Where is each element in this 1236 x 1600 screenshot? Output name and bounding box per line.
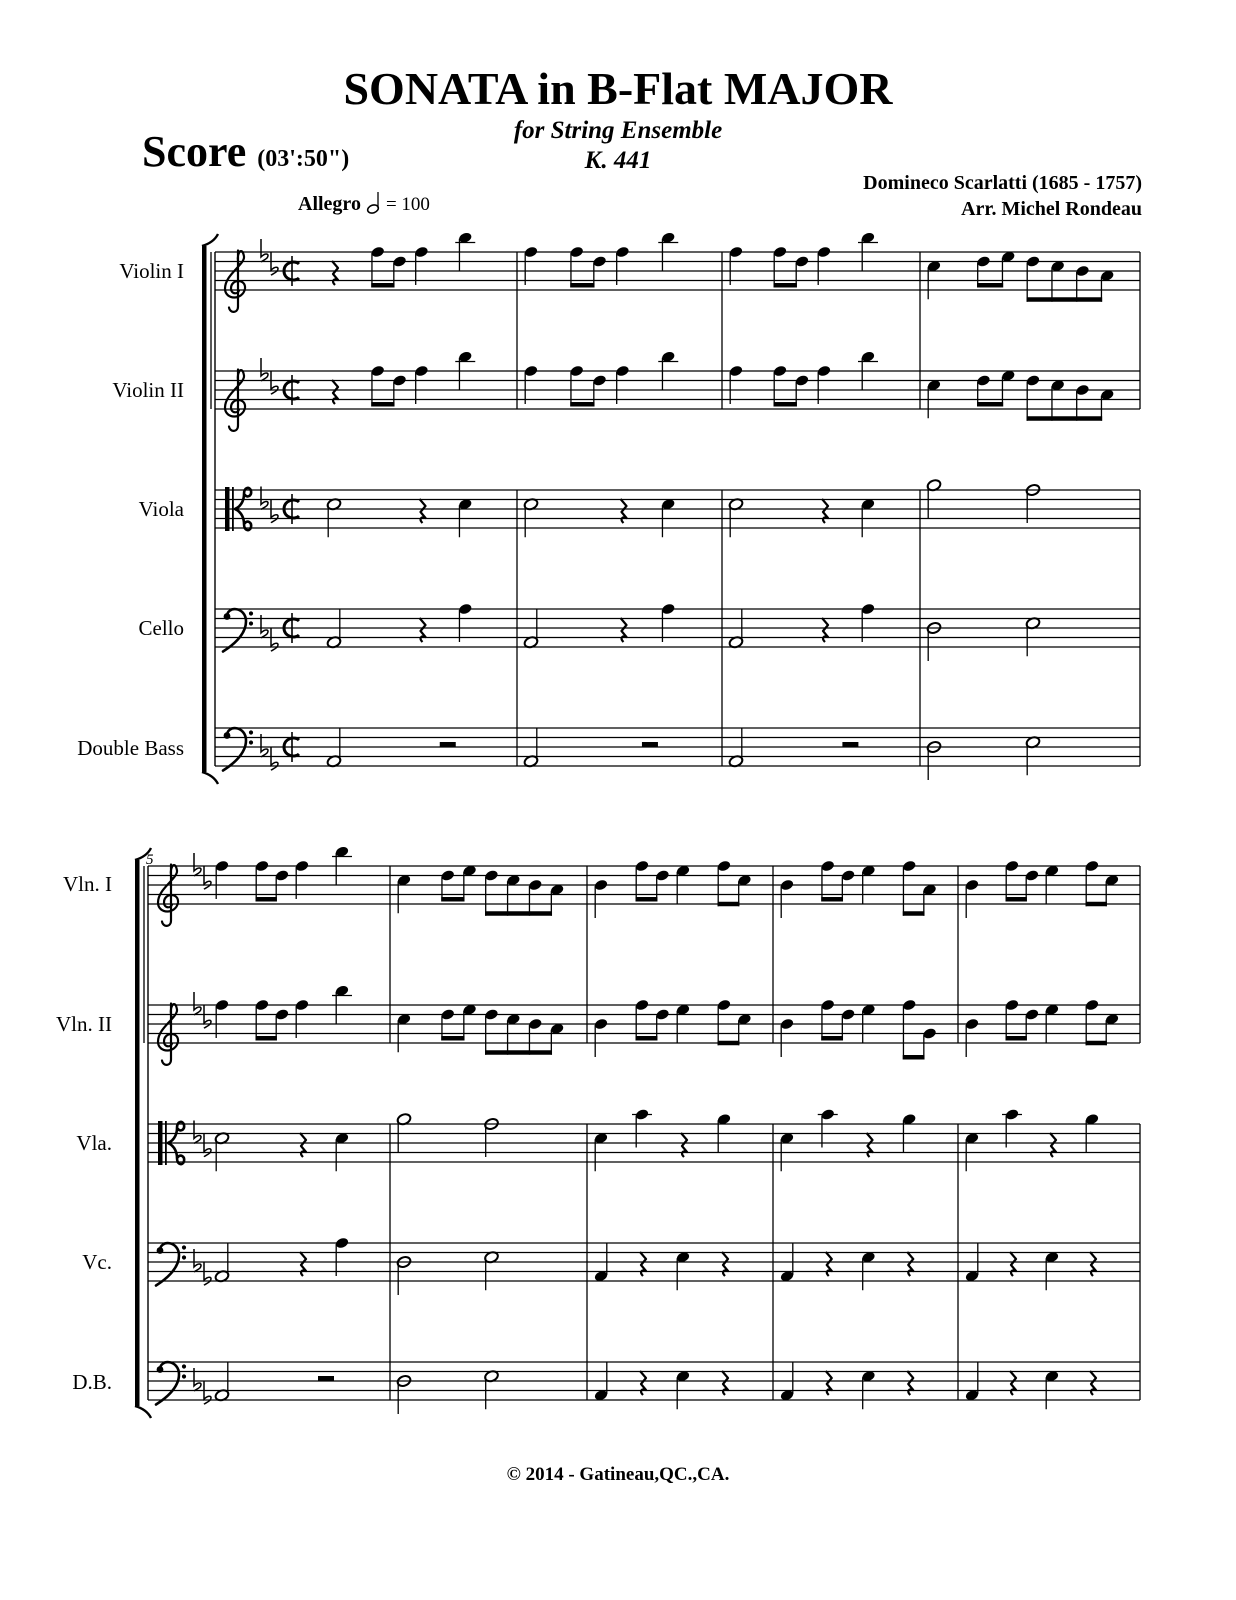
quarter-rest xyxy=(1050,1133,1056,1157)
half-rest xyxy=(842,742,858,747)
subtitle: for String Ensemble xyxy=(513,117,723,144)
bass-clef-icon xyxy=(156,1362,186,1404)
beam xyxy=(256,1036,277,1041)
bracket-hook xyxy=(202,234,218,246)
composer: Domineco Scarlatti (1685 - 1757) xyxy=(863,172,1142,194)
copyright: © 2014 - Gatineau,QC.,CA. xyxy=(506,1464,730,1485)
half-rest xyxy=(642,742,658,747)
beam xyxy=(977,402,1003,407)
flat-icon xyxy=(204,866,211,889)
instrument-name: Cello xyxy=(138,616,184,640)
flat-icon xyxy=(261,358,268,381)
beam xyxy=(977,283,1003,288)
quarter-rest xyxy=(332,261,338,285)
duration: (03':50") xyxy=(257,146,350,172)
beam xyxy=(570,283,594,288)
beam xyxy=(718,1041,740,1046)
beam xyxy=(821,897,843,902)
flat-icon xyxy=(271,500,278,523)
bass-clef-icon xyxy=(223,728,253,770)
half-rest xyxy=(318,1376,334,1381)
beam xyxy=(371,402,394,407)
beam xyxy=(1027,297,1103,302)
quarter-rest xyxy=(621,499,627,523)
quarter-rest xyxy=(1090,1252,1096,1276)
instrument-name: Vln. I xyxy=(63,872,112,896)
flat-icon xyxy=(271,628,278,651)
instrument-name: Vc. xyxy=(82,1250,112,1274)
beam xyxy=(371,283,394,288)
quarter-rest xyxy=(826,1371,832,1395)
beam xyxy=(570,402,594,407)
beam xyxy=(903,911,925,916)
flat-icon xyxy=(194,853,201,876)
instrument-name: Violin I xyxy=(119,259,184,283)
beam xyxy=(774,402,797,407)
beam xyxy=(441,1036,464,1041)
tempo-value: = 100 xyxy=(385,194,430,215)
score-word: Score xyxy=(142,127,247,176)
beam xyxy=(903,1055,925,1060)
treble-clef-icon xyxy=(225,251,245,312)
beam xyxy=(821,1036,843,1041)
quarter-rest xyxy=(681,1133,687,1157)
flat-icon xyxy=(271,371,278,394)
quarter-rest xyxy=(621,618,627,642)
beam xyxy=(1006,1036,1027,1041)
system-bracket xyxy=(202,246,207,772)
bass-clef-icon xyxy=(223,609,253,651)
bass-clef-icon xyxy=(156,1243,186,1285)
quarter-rest xyxy=(826,1252,832,1276)
quarter-rest xyxy=(640,1252,646,1276)
treble-clef-icon xyxy=(225,370,245,431)
beam xyxy=(256,897,277,902)
instrument-name: Vla. xyxy=(76,1131,112,1155)
beam xyxy=(1006,897,1027,902)
beam xyxy=(718,902,740,907)
quarter-rest xyxy=(722,1252,728,1276)
half-rest xyxy=(440,742,456,747)
beam xyxy=(636,1036,658,1041)
quarter-rest xyxy=(907,1252,913,1276)
flat-icon xyxy=(194,992,201,1015)
measure-number: 5 xyxy=(146,852,154,868)
beam xyxy=(636,897,658,902)
beam xyxy=(1086,1041,1107,1046)
flat-icon xyxy=(204,1262,211,1285)
staff-notation xyxy=(135,231,1140,1418)
quarter-rest xyxy=(822,499,828,523)
instrument-name: D.B. xyxy=(72,1370,112,1394)
tempo-word: Allegro xyxy=(298,193,361,215)
flat-icon xyxy=(204,1134,211,1157)
quarter-rest xyxy=(907,1371,913,1395)
instrument-name: Viola xyxy=(138,497,184,521)
flat-icon xyxy=(271,252,278,275)
bracket-hook xyxy=(135,1406,151,1418)
treble-clef-icon xyxy=(158,865,178,926)
quarter-rest xyxy=(867,1133,873,1157)
quarter-rest xyxy=(1010,1371,1016,1395)
beam xyxy=(441,897,464,902)
page-title: SONATA in B-Flat MAJOR xyxy=(343,63,893,114)
beam xyxy=(485,911,552,916)
instrument-name: Double Bass xyxy=(77,736,184,760)
quarter-rest xyxy=(420,618,426,642)
flat-icon xyxy=(261,239,268,262)
system-bracket xyxy=(135,860,140,1406)
beam xyxy=(1027,416,1103,421)
beam xyxy=(1086,902,1107,907)
instrument-name: Vln. II xyxy=(56,1012,112,1036)
flat-icon xyxy=(204,1005,211,1028)
quarter-rest xyxy=(822,618,828,642)
quarter-rest xyxy=(1010,1252,1016,1276)
bracket-hook xyxy=(202,772,218,784)
quarter-rest xyxy=(640,1371,646,1395)
quarter-rest xyxy=(722,1371,728,1395)
quarter-rest xyxy=(300,1133,306,1157)
flat-icon xyxy=(204,1381,211,1404)
quarter-rest xyxy=(420,499,426,523)
flat-icon xyxy=(271,747,278,770)
beam xyxy=(485,1050,552,1055)
arranger: Arr. Michel Rondeau xyxy=(961,198,1142,220)
beam xyxy=(774,283,797,288)
instrument-name: Violin II xyxy=(112,378,184,402)
quarter-rest xyxy=(300,1252,306,1276)
quarter-rest xyxy=(1090,1371,1096,1395)
catalog-number: K. 441 xyxy=(584,147,652,174)
quarter-rest xyxy=(332,380,338,404)
treble-clef-icon xyxy=(158,1004,178,1065)
